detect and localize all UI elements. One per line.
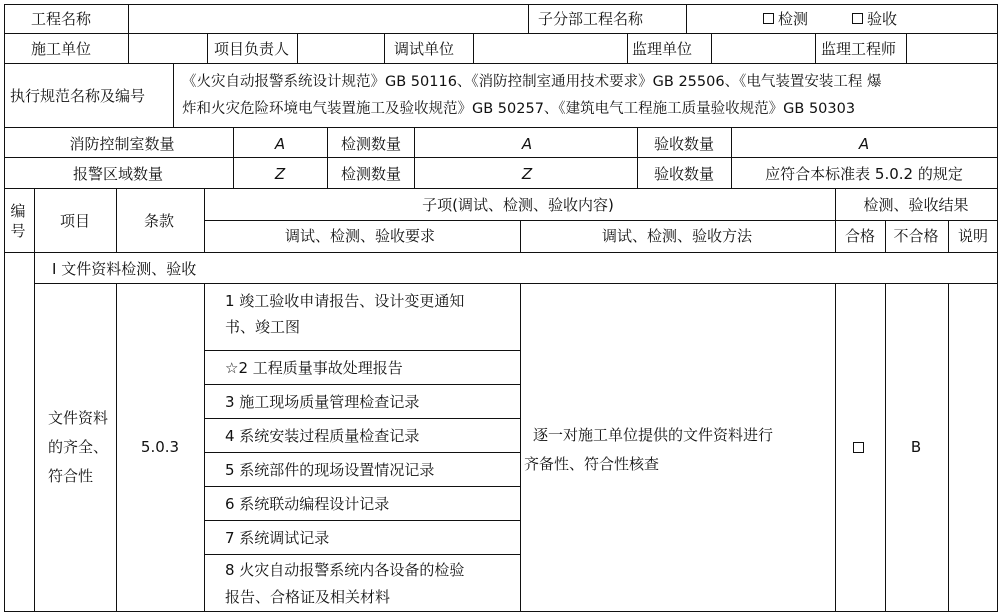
project-leader-label: 项目负责人 [214, 40, 290, 58]
col-item: 项目 [59, 212, 91, 230]
section-title: Ⅰ 文件资料检测、验收 [52, 260, 197, 278]
detect-label: 检测 [778, 10, 809, 28]
grid-line [815, 33, 816, 63]
requirement-2: ☆2 工程质量事故处理报告 [225, 359, 403, 377]
grid-line [34, 188, 35, 252]
grid-line [128, 4, 129, 33]
grid-line [637, 127, 638, 188]
col-no-line-2: 号 [10, 222, 26, 240]
grid-line [116, 283, 117, 611]
detect-qty-value: A [521, 135, 533, 153]
grid-line [204, 554, 520, 555]
standards-line-2: 炸和火灾危险环境电气装置施工及验收规范》GB 50257、《建筑电气工程施工质量验收规范》GB 50303 [182, 101, 856, 117]
grid-line [204, 220, 998, 221]
detect-qty-label: 检测数量 [340, 135, 402, 153]
control-room-label: 消防控制室数量 [69, 135, 175, 153]
grid-line [885, 220, 886, 252]
grid-line [204, 283, 205, 611]
sub-project-label: 子分部工程名称 [538, 10, 644, 28]
grid-line [384, 33, 385, 63]
accept-qty2-value: 应符合本标准表 5.0.2 的规定 [765, 165, 963, 183]
item-line-2: 的齐全、 [48, 438, 109, 456]
detect-checkbox[interactable] [763, 13, 774, 24]
grid-line [327, 127, 328, 188]
grid-line [116, 188, 117, 252]
supervision-engineer-label: 监理工程师 [821, 40, 897, 58]
grid-line [686, 4, 687, 33]
requirement-4: 4 系统安装过程质量检查记录 [225, 427, 420, 445]
builder-label: 施工单位 [31, 40, 92, 58]
grid-line [128, 33, 129, 63]
col-methods: 调试、检测、验收方法 [601, 227, 753, 245]
grid-line [473, 33, 474, 63]
grid-line [204, 188, 205, 252]
grid-line [204, 384, 520, 385]
col-sub-items: 子项(调试、检测、验收内容) [422, 196, 614, 214]
grid-line [948, 283, 949, 611]
grid-line [4, 4, 5, 611]
item-line-1: 文件资料 [48, 409, 109, 427]
standards-line-1: 《火灾自动报警系统设计规范》GB 50116、《消防控制室通用技术要求》GB 25506、《电气装置安装工程 爆 [182, 74, 882, 90]
requirement-1-line-1: 1 竣工验收申请报告、设计变更通知 [225, 292, 465, 310]
grid-line [948, 220, 949, 252]
requirement-8-line-1: 8 火灾自动报警系统内各设备的检验 [225, 561, 465, 579]
grid-line [204, 350, 520, 351]
requirement-7: 7 系统调试记录 [225, 529, 330, 547]
alarm-zone-value: Z [274, 165, 286, 183]
accept-label: 验收 [867, 10, 898, 28]
grid-line [204, 418, 520, 419]
grid-line [528, 4, 529, 33]
grid-line [4, 127, 998, 128]
supervision-unit-label: 监理单位 [632, 40, 693, 58]
col-results: 检测、验收结果 [863, 196, 969, 214]
method-line-2: 齐备性、符合性核查 [524, 455, 660, 473]
col-no-line-1: 编 [10, 202, 26, 220]
accept-qty-value: A [858, 135, 870, 153]
project-name-label: 工程名称 [31, 10, 92, 28]
method-line-1: 逐一对施工单位提供的文件资料进行 [533, 426, 774, 444]
grid-line [34, 252, 35, 611]
grid-line [207, 33, 208, 63]
grid-line [204, 452, 520, 453]
col-clause: 条款 [143, 212, 175, 230]
debug-unit-label: 调试单位 [394, 40, 455, 58]
requirement-5: 5 系统部件的现场设置情况记录 [225, 461, 435, 479]
requirement-3: 3 施工现场质量管理检查记录 [225, 393, 420, 411]
detect-qty2-label: 检测数量 [340, 165, 402, 183]
control-room-value: A [274, 135, 286, 153]
requirement-6: 6 系统联动编程设计记录 [225, 495, 390, 513]
grid-line [34, 283, 998, 284]
grid-line [4, 252, 998, 253]
col-pass: 合格 [844, 227, 876, 245]
grid-line [4, 33, 998, 34]
accept-qty-label: 验收数量 [653, 135, 715, 153]
grid-line [731, 127, 732, 188]
requirement-8-line-2: 报告、合格证及相关材料 [225, 588, 391, 606]
accept-qty2-label: 验收数量 [653, 165, 715, 183]
grid-line [233, 127, 234, 188]
grid-line [4, 611, 998, 612]
clause-value: 5.0.3 [140, 438, 180, 456]
grid-line [4, 188, 998, 189]
col-note: 说明 [957, 227, 989, 245]
item-line-3: 符合性 [48, 467, 94, 485]
col-requirements: 调试、检测、验收要求 [284, 227, 436, 245]
requirement-1-line-2: 书、竣工图 [225, 318, 301, 336]
detect-qty2-value: Z [521, 165, 533, 183]
grid-line [297, 33, 298, 63]
grid-line [414, 127, 415, 188]
accept-checkbox[interactable] [852, 13, 863, 24]
grid-line [885, 283, 886, 611]
grid-line [835, 188, 836, 252]
grid-line [4, 63, 998, 64]
grid-line [627, 33, 628, 63]
standards-label: 执行规范名称及编号 [10, 87, 146, 105]
col-fail: 不合格 [893, 227, 939, 245]
grid-line [997, 4, 998, 611]
grid-line [4, 157, 998, 158]
grid-line [711, 33, 712, 63]
grid-line [835, 283, 836, 611]
grid-line [173, 63, 174, 127]
alarm-zone-label: 报警区域数量 [72, 165, 164, 183]
grid-line [204, 520, 520, 521]
pass-checkbox[interactable] [853, 442, 864, 453]
grid-line [4, 4, 998, 5]
grid-line [204, 486, 520, 487]
grid-line [906, 33, 907, 63]
fail-value: B [910, 438, 922, 456]
grid-line [520, 220, 521, 252]
grid-line [520, 283, 521, 611]
